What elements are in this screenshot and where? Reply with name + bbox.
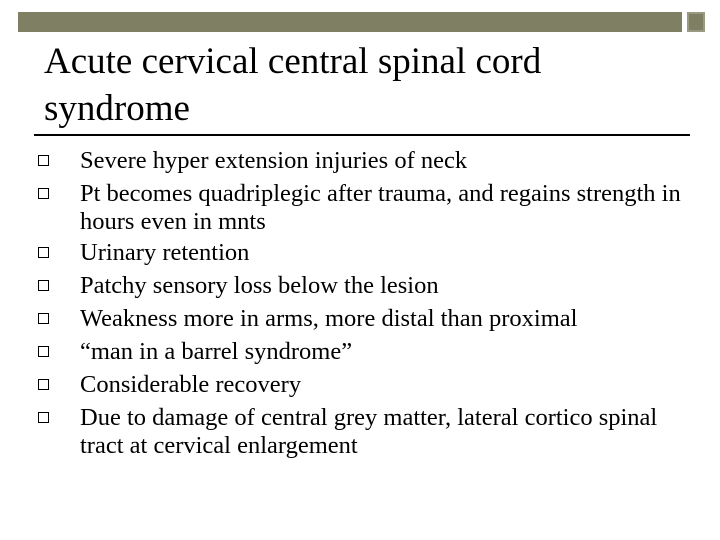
list-item-text: Urinary retention [80,239,250,266]
title-divider [34,134,690,136]
list-item [38,239,698,267]
list-item [38,305,698,333]
list-item-text: Due to damage of central grey matter, lateral cortico spinal tract at cervical enlargement [80,404,658,459]
decorative-top-bar [18,12,682,32]
list-item-text: Severe hyper extension injuries of neck [80,147,468,174]
list-item [38,272,698,300]
hollow-square-bullet-icon [38,280,49,291]
list-item-text: Patchy sensory loss below the lesion [80,272,439,299]
slide-title: Acute cervical central spinal cord syndrome [44,41,542,129]
list-item-text: Considerable recovery [80,371,302,398]
list-item [38,180,698,236]
decorative-corner-square [687,12,705,32]
list-item [38,147,698,175]
hollow-square-bullet-icon [38,412,49,423]
list-item-text: Weakness more in arms, more distal than proximal [80,305,578,332]
hollow-square-bullet-icon [38,188,49,199]
list-item [38,371,698,399]
hollow-square-bullet-icon [38,247,49,258]
bullet-list [38,147,698,465]
hollow-square-bullet-icon [38,379,49,390]
list-item-text: Pt becomes quadriplegic after trauma, and regains strength in hours even in mnts [80,180,681,235]
list-item [38,338,698,366]
hollow-square-bullet-icon [38,313,49,324]
hollow-square-bullet-icon [38,155,49,166]
list-item [38,404,698,460]
list-item-text: “man in a barrel syndrome” [80,338,353,365]
hollow-square-bullet-icon [38,346,49,357]
